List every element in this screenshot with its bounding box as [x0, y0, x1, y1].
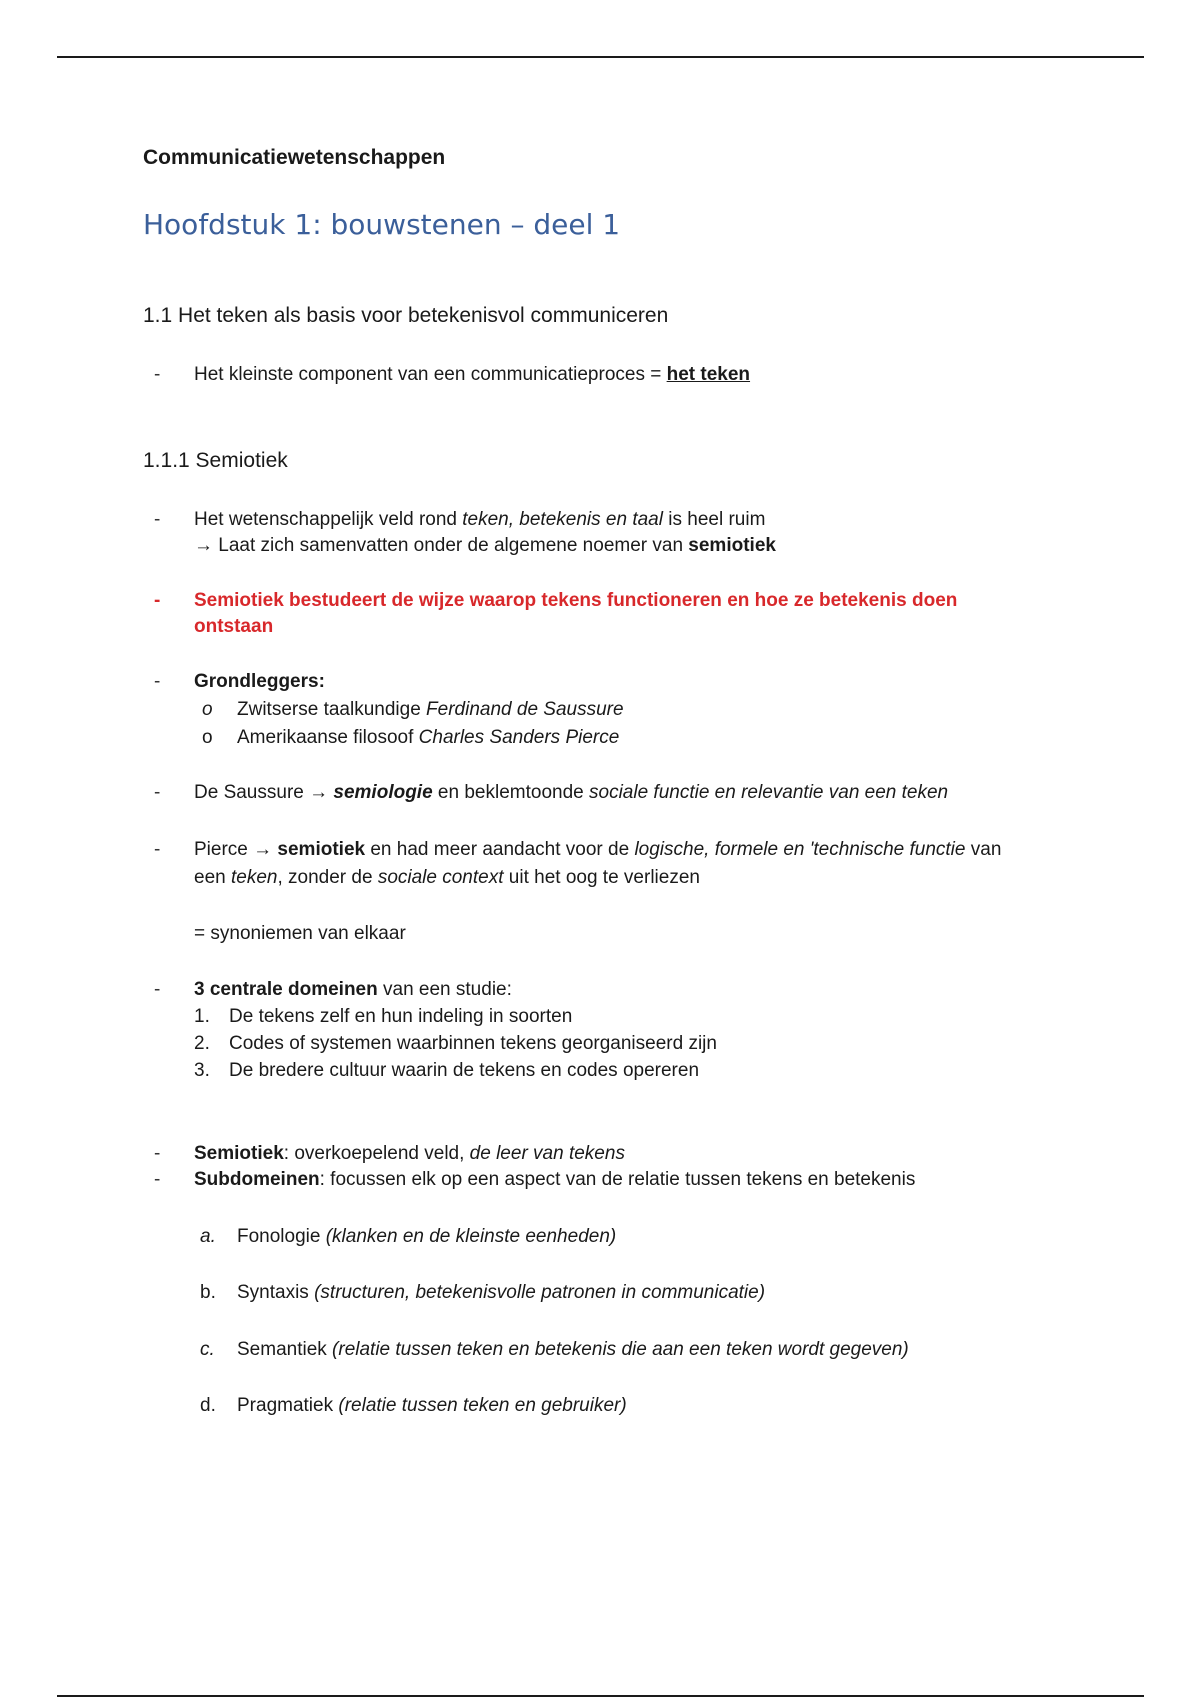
domain-item: Codes of systemen waarbinnen tekens georganiseerd zijn	[229, 1033, 717, 1054]
list-item-smallest-component: Het kleinste component van een communicatieproces = het teken	[194, 364, 751, 385]
list-item-field-continuation: → Laat zich samenvatten onder de algemene noemer van semiotiek	[194, 535, 776, 556]
header-rule	[57, 56, 1144, 58]
bullet-dash: -	[154, 1143, 161, 1164]
bullet-dash: -	[154, 509, 161, 530]
bullet-dash: -	[154, 979, 161, 1000]
list-item-semiotiek: Semiotiek: overkoepelend veld, de leer van tekens	[194, 1143, 625, 1164]
document-title: Communicatiewetenschappen	[143, 146, 446, 169]
letter-marker: a.	[200, 1226, 216, 1247]
letter-marker: d.	[200, 1395, 216, 1416]
subdomain-item: Fonologie (klanken en de kleinste eenheden)	[237, 1226, 617, 1247]
emphasis-het-teken: het teken	[666, 364, 751, 385]
definition-line-1: Semiotiek bestudeert de wijze waarop tekens functioneren en hoe ze betekenis doen	[194, 590, 958, 611]
list-item-field: Het wetenschappelijk veld rond teken, betekenis en taal is heel ruim	[194, 509, 766, 530]
sub-bullet-marker: o	[202, 727, 213, 748]
subdomain-item: Semantiek (relatie tussen teken en betekenis die aan een teken wordt gegeven)	[237, 1339, 909, 1360]
domain-item: De bredere cultuur waarin de tekens en codes opereren	[229, 1060, 700, 1081]
numbered-marker: 3.	[194, 1060, 210, 1081]
section-heading-1-1: 1.1 Het teken als basis voor betekenisvol communiceren	[143, 304, 669, 327]
bullet-dash: -	[154, 364, 161, 385]
letter-marker: c.	[200, 1339, 215, 1360]
list-item-subdomains: Subdomeinen: focussen elk op een aspect van de relatie tussen tekens en betekenis	[194, 1169, 916, 1190]
subdomain-item: Syntaxis (structuren, betekenisvolle patronen in communicatie)	[237, 1282, 766, 1303]
synonyms-note: = synoniemen van elkaar	[194, 923, 406, 944]
list-item-pierce: Pierce → semiotiek en had meer aandacht voor de logische, formele en 'technische functie van	[194, 839, 1002, 860]
domains-intro: 3 centrale domeinen van een studie:	[194, 979, 512, 1000]
numbered-marker: 1.	[194, 1006, 210, 1027]
bullet-dash: -	[154, 782, 161, 803]
section-heading-1-1-1: 1.1.1 Semiotiek	[143, 449, 288, 472]
definition-line-2: ontstaan	[194, 616, 274, 637]
founder-saussure: Zwitserse taalkundige Ferdinand de Saussure	[237, 699, 624, 720]
numbered-marker: 2.	[194, 1033, 210, 1054]
chapter-heading: Hoofdstuk 1: bouwstenen – deel 1	[143, 208, 621, 241]
letter-marker: b.	[200, 1282, 216, 1303]
bullet-dash: -	[154, 590, 161, 611]
bullet-dash: -	[154, 839, 161, 860]
sub-bullet-marker: o	[202, 699, 213, 720]
subdomain-item: Pragmatiek (relatie tussen teken en gebruiker)	[237, 1395, 627, 1416]
bullet-dash: -	[154, 1169, 161, 1190]
list-item-saussure: De Saussure → semiologie en beklemtoonde sociale functie en relevantie van een teken	[194, 782, 949, 803]
founder-pierce: Amerikaanse filosoof Charles Sanders Pierce	[237, 727, 620, 748]
list-item-pierce-continuation: een teken, zonder de sociale context uit het oog te verliezen	[194, 867, 700, 888]
domain-item: De tekens zelf en hun indeling in soorten	[229, 1006, 573, 1027]
footer-rule	[57, 1695, 1144, 1697]
bullet-dash: -	[154, 671, 161, 692]
founders-label: Grondleggers:	[194, 671, 325, 692]
